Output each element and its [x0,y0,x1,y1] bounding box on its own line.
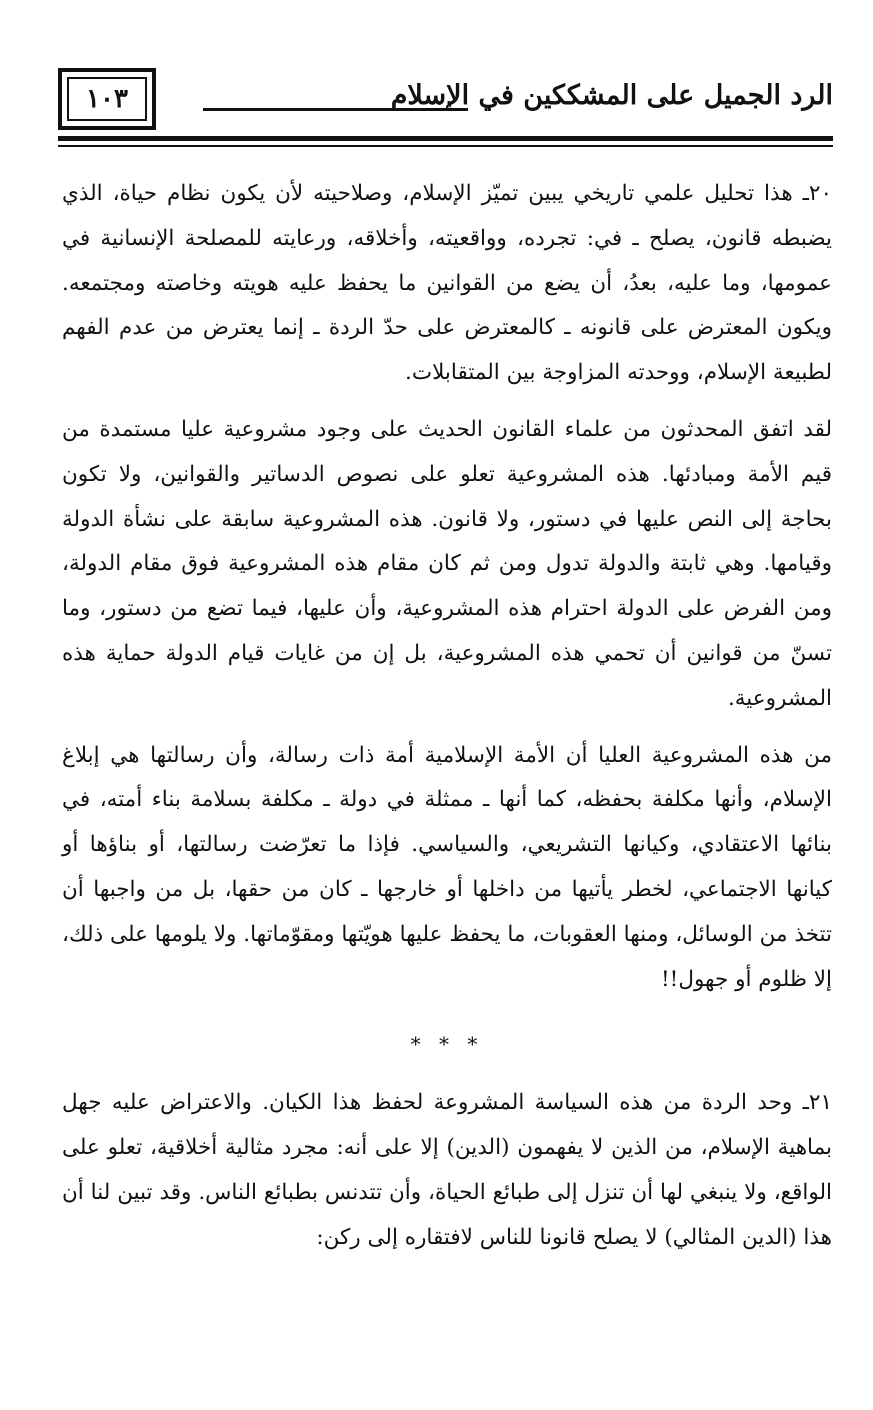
page-header [58,68,833,138]
page-number-inner-frame [67,77,147,121]
header-rule-thick [58,136,833,141]
paragraph-legitimacy: لقد اتفق المحدثون من علماء القانون الحديث على وجود مشروعية عليا مستمدة من قيم الأمة ومبادئها. هذه المشروعية تعلو على نصوص الدساتير والقوانين، ولا تكون بحاجة إلى النص عليها في دستور، ولا قانون. هذه المشروعية سابقة على نشأة الدولة وقيامها. وهي ثابتة والدولة تدول ومن ثم كان مقام هذه المشروعية فوق مقام الدولة، ومن الفرض على الدولة احترام هذه المشروعية، وأن عليها، فيما تضع من دستور، وما تسنّ من قوانين أن تحمي هذه المشروعية، بل إن من غايات قيام الدولة حماية هذه المشروعية. [62,416,832,711]
header-rule-thin [58,145,833,147]
title-underline [203,108,468,111]
page-number: ١٠٣ [86,84,128,114]
paragraph-20: ٢٠ـ هذا تحليل علمي تاريخي يبين تميّز الإسلام، وصلاحيته لأن يكون نظام حياة، الذي يضبطه قانون، يصلح ـ في: تجرده، وواقعيته، وأخلاقه، ورعايته للمصلحة الإنسانية في عمومها، وما عليه، بعدُ، أن يضع من القوانين ما يحفظ عليه هويته وخاصته ومجتمعه. ويكون المعترض على قانونه ـ كالمعترض على حدّ الردة ـ إنما يعترض من عدم الفهم لطبيعة الإسلام، ووحدته المزاوجة بين المتقابلات. [62,181,832,386]
section-separator: * * * [410,1032,484,1057]
page-body [62,172,832,1260]
page-number-frame [58,68,156,130]
running-title: الرد الجميل على المشككين في الإسلام [390,80,833,111]
paragraph-21: ٢١ـ وحد الردة من هذه السياسة المشروعة لحفظ هذا الكيان. والاعتراض عليه جهل بماهية الإسلام، من الذين لا يفهمون (الدين) إلا على أنه: مجرد مثالية أخلاقية، تعلو على الواقع، ولا ينبغي لها أن تنزل إلى طبائع الحياة، وأن تتدنس بطبائع الناس. وقد تبين لنا أن هذا (الدين المثالي) لا يصلح قانونا للناس لافتقاره إلى ركن: [62,1090,832,1250]
paragraph-nation-mission: من هذه المشروعية العليا أن الأمة الإسلامية أمة ذات رسالة، وأن رسالتها هي إبلاغ الإسلام، وأنها مكلفة بحفظه، كما أنها ـ ممثلة في دولة ـ مكلفة بسلامة بناء أمته، في بنائها الاعتقادي، وكيانها التشريعي، والسياسي. فإذا ما تعرّضت رسالتها، أو بناؤها أو كيانها الاجتماعي، لخطر يأتيها من داخلها أو خارجها ـ كان من حقها، بل من واجبها أن تتخذ من الوسائل، ومنها العقوبات، ما يحفظ عليها هويّتها ومقوّماتها. ولا يلومها على ذلك، إلا ظلوم أو جهول!! [62,742,832,992]
